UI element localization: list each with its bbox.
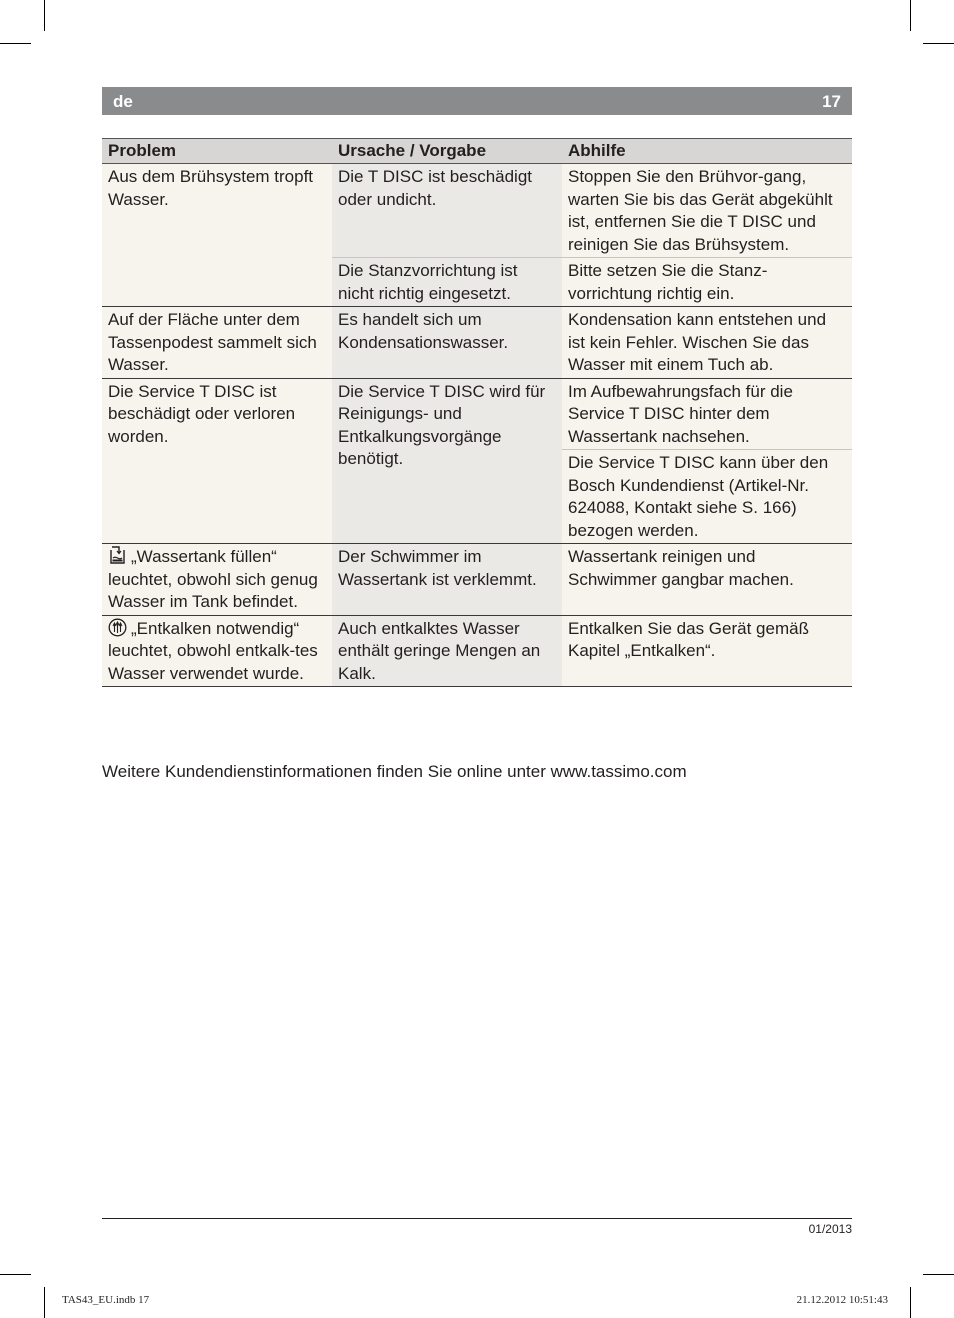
problem-text: „Entkalken notwendig“ leuchtet, obwohl entkalk-tes Wasser verwendet wurde. xyxy=(108,618,318,683)
remedy-cell: Stoppen Sie den Brühvor-gang, warten Sie bis das Gerät abgekühlt ist, entfernen Sie die T DISC und reinigen Sie das Brühsystem. xyxy=(562,164,852,258)
crop-mark xyxy=(923,1274,954,1275)
print-slug-timestamp: 21.12.2012 10:51:43 xyxy=(796,1294,888,1306)
cause-cell: Auch entkalktes Wasser enthält geringe Mengen an Kalk. xyxy=(332,615,562,687)
problem-cell: Die Service T DISC ist beschädigt oder verloren worden. xyxy=(102,378,332,544)
date-code: 01/2013 xyxy=(808,1222,852,1236)
crop-mark xyxy=(910,1287,911,1318)
problem-cell: Aus dem Brühsystem tropft Wasser. xyxy=(102,164,332,307)
problem-cell: Auf der Fläche unter dem Tassenpodest sammelt sich Wasser. xyxy=(102,307,332,379)
remedy-cell: Bitte setzen Sie die Stanz-vorrichtung richtig ein. xyxy=(562,258,852,307)
remedy-cell: Wassertank reinigen und Schwimmer gangbar machen. xyxy=(562,544,852,616)
cause-cell: Es handelt sich um Kondensationswasser. xyxy=(332,307,562,379)
remedy-cell: Im Aufbewahrungsfach für die Service T DISC hinter dem Wassertank nachsehen. xyxy=(562,378,852,450)
remedy-cell: Entkalken Sie das Gerät gemäß Kapitel „Entkalken“. xyxy=(562,615,852,687)
table-row xyxy=(102,544,852,616)
column-header-problem: Problem xyxy=(102,139,332,164)
crop-mark xyxy=(0,1274,31,1275)
cause-cell: Die Stanzvorrichtung ist nicht richtig eingesetzt. xyxy=(332,258,562,307)
problem-cell xyxy=(102,615,332,687)
descale-icon xyxy=(108,618,127,637)
crop-mark xyxy=(0,43,31,44)
column-header-cause: Ursache / Vorgabe xyxy=(332,139,562,164)
customer-service-note: Weitere Kundendienstinformationen finden Sie online unter www.tassimo.com xyxy=(102,762,687,781)
print-slug-file: TAS43_EU.indb 17 xyxy=(62,1294,150,1306)
crop-mark xyxy=(923,43,954,44)
table-row xyxy=(102,164,852,258)
page-number: 17 xyxy=(822,92,841,111)
troubleshooting-table xyxy=(102,138,852,687)
table-row xyxy=(102,378,852,450)
cause-cell: Die T DISC ist beschädigt oder undicht. xyxy=(332,164,562,258)
column-header-remedy: Abhilfe xyxy=(562,139,852,164)
problem-text: „Wassertank füllen“ leuchtet, obwohl sich genug Wasser im Tank befindet. xyxy=(108,547,318,611)
crop-mark xyxy=(910,0,911,31)
remedy-cell: Kondensation kann entstehen und ist kein Fehler. Wischen Sie das Wasser mit einem Tuch ab. xyxy=(562,307,852,379)
crop-mark xyxy=(44,1287,45,1318)
remedy-cell: Die Service T DISC kann über den Bosch Kundendienst (Artikel-Nr. 624088, Kontakt siehe S. 166) bezogen werden. xyxy=(562,450,852,544)
cause-cell: Die Service T DISC wird für Reinigungs- und Entkalkungsvorgänge benötigt. xyxy=(332,378,562,544)
table-row xyxy=(102,307,852,379)
page-header-bar xyxy=(102,87,852,115)
problem-cell xyxy=(102,544,332,616)
table-row xyxy=(102,615,852,687)
cause-cell: Der Schwimmer im Wassertank ist verklemmt. xyxy=(332,544,562,616)
table-header-row xyxy=(102,139,852,164)
water-tank-icon xyxy=(108,546,127,565)
footer-rule xyxy=(102,1218,852,1219)
language-code: de xyxy=(113,92,133,111)
crop-mark xyxy=(44,0,45,31)
